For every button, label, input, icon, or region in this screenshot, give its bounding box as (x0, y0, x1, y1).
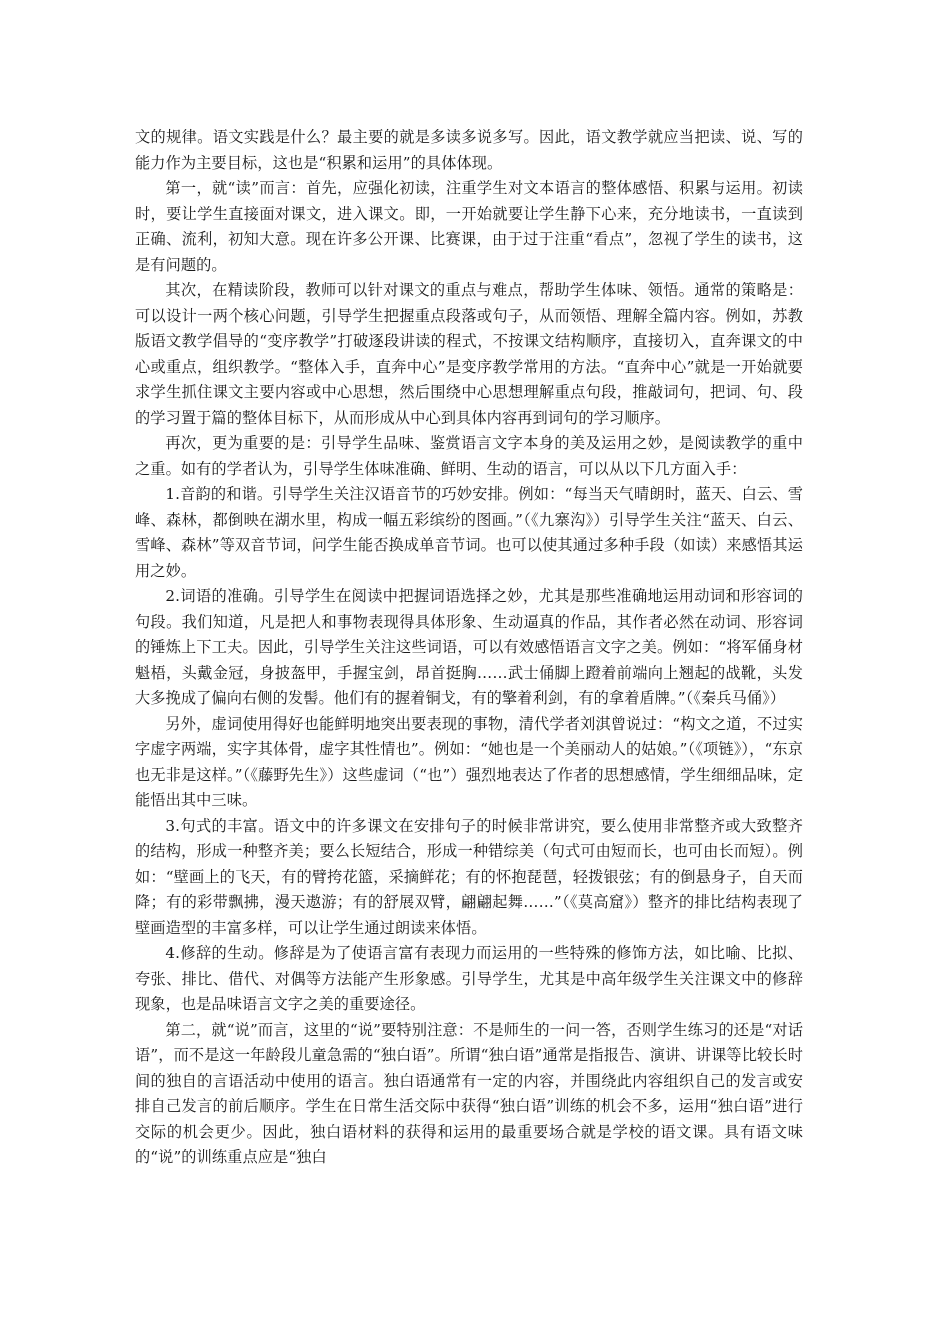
paragraph-function-words: 另外，虚词使用得好也能鲜明地突出要表现的事物，清代学者刘淇曾说过：“构文之道，不过实字虚字两端，实字其体骨，虚字其性情也”。例如：“她也是一个美丽动人的姑娘。”（《项链》），“东京也无非是这样。”（《藤野先生》）这些虚词（“也”）强烈地表达了作者的思想感情，学生细细品味，定能悟出其中三味。 (135, 714, 803, 809)
paragraph-appreciation: 再次，更为重要的是：引导学生品味、鉴赏语言文字本身的美及运用之妙，是阅读教学的重中之重。如有的学者认为，引导学生体味准确、鲜明、生动的语言，可以从以下几方面入手： (135, 434, 803, 478)
paragraph-item-2-wording: 2.词语的准确。引导学生在阅读中把握词语选择之妙，尤其是那些准确地运用动词和形容词的句段。我们知道，凡是把人和事物表现得具体形象、生动逼真的作品，其作者必然在动词、形容词的锤炼上下工夫。因此，引导学生关注这些词语，可以有效感悟语言文字之美。例如：“将军俑身材魁梧，头戴金冠，身披盔甲，手握宝剑，昂首挺胸……武士俑脚上蹬着前端向上翘起的战靴，头发大多挽成了偏向右侧的发髻。他们有的握着铜戈，有的擎着利剑，有的拿着盾牌。”（《秦兵马俑》） (135, 587, 803, 707)
paragraph-item-4-rhetoric: 4.修辞的生动。修辞是为了使语言富有表现力而运用的一些特殊的修饰方法，如比喻、比拟、夸张、排比、借代、对偶等方法能产生形象感。引导学生，尤其是中高年级学生关注课文中的修辞现象，也是品味语言文字之美的重要途径。 (135, 944, 803, 1013)
paragraph-item-1-rhythm: 1.音韵的和谐。引导学生关注汉语音节的巧妙安排。例如：“每当天气晴朗时，蓝天、白云、雪峰、森林，都倒映在湖水里，构成一幅五彩缤纷的图画。”（《九寨沟》）引导学生关注“蓝天、白云、雪峰、森林”等双音节词，问学生能否换成单音节词。也可以使其通过多种手段（如读）来感悟其运用之妙。 (135, 485, 803, 580)
paragraph-reading-first: 第一，就“读”而言：首先，应强化初读，注重学生对文本语言的整体感悟、积累与运用。初读时，要让学生直接面对课文，进入课文。即，一开始就要让学生静下心来，充分地读书，一直读到正确、流利，初知大意。现在许多公开课、比赛课，由于过于注重“看点”，忽视了学生的读书，这是有问题的。 (135, 179, 803, 274)
paragraph-intensive-reading: 其次，在精读阶段，教师可以针对课文的重点与难点，帮助学生体味、领悟。通常的策略是：可以设计一两个核心问题，引导学生把握重点段落或句子，从而领悟、理解全篇内容。例如，苏教版语文教学倡导的“变序教学”打破逐段讲读的程式，不按课文结构顺序，直接切入，直奔课文的中心或重点，组织教学。“整体入手，直奔中心”是变序教学常用的方法。“直奔中心”就是一开始就要求学生抓住课文主要内容或中心思想，然后围绕中心思想理解重点句段，推敲词句，把词、句、段的学习置于篇的整体目标下，从而形成从中心到具体内容再到词句的学习顺序。 (135, 281, 803, 427)
paragraph-item-3-sentence: 3.句式的丰富。语文中的许多课文在安排句子的时候非常讲究，要么使用非常整齐或大致整齐的结构，形成一种整齐美；要么长短结合，形成一种错综美（句式可由短而长，也可由长而短）。例如：“壁画上的飞天，有的臂挎花篮，采摘鲜花；有的怀抱琵琶，轻拨银弦；有的倒悬身子，自天而降；有的彩带飘拂，漫天遨游；有的舒展双臂，翩翩起舞……”（《莫高窟》）整齐的排比结构表现了壁画造型的丰富多样，可以让学生通过朗读来体悟。 (135, 816, 803, 937)
paragraph-speaking: 第二，就“说”而言，这里的“说”要特别注意：不是师生的一问一答，否则学生练习的还是“对话语”，而不是这一年龄段儿童急需的“独白语”。所谓“独白语”通常是指报告、演讲、讲课等比较长时间的独自的言语活动中使用的语言。独白语通常有一定的内容，并围绕此内容组织自己的发言或安排自己发言的前后顺序。学生在日常生活交际中获得“独白语”训练的机会不多，运用“独白语”进行交际的机会更少。因此，独白语材料的获得和运用的最重要场合就是学校的语文课。具有语文味的“说”的训练重点应是“独白 (135, 1020, 803, 1166)
document-page (135, 125, 803, 1171)
paragraph-continuation: 文的规律。语文实践是什么？最主要的就是多读多说多写。因此，语文教学就应当把读、说、写的能力作为主要目标，这也是“积累和运用”的具体体现。 (135, 128, 803, 172)
